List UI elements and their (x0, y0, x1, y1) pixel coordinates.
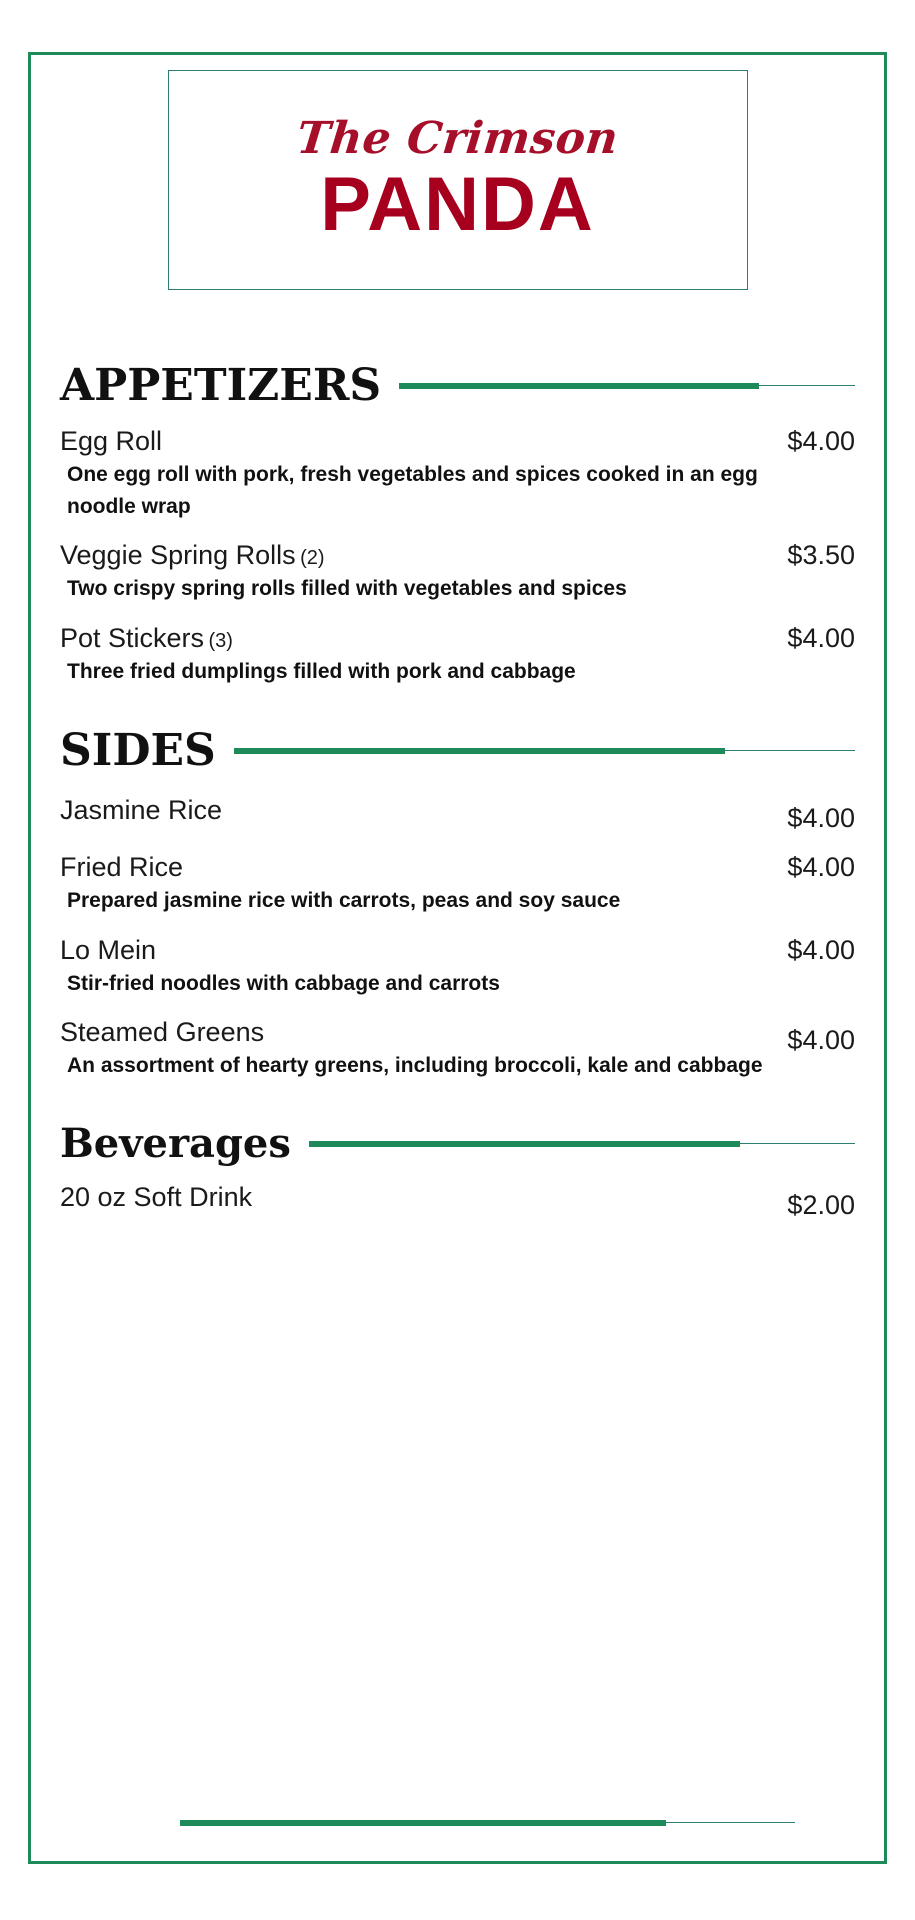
menu-item (60, 1017, 855, 1082)
menu-item (60, 852, 855, 917)
menu-item-price: $4.00 (787, 934, 855, 965)
menu-item (60, 426, 855, 522)
section-title-sides: SIDES (60, 725, 216, 776)
menu-item-price: $4.00 (787, 622, 855, 653)
rule-thick (234, 748, 725, 754)
menu-item-price: $4.00 (787, 852, 855, 882)
menu-item-name: Veggie Spring Rolls (60, 540, 296, 570)
menu-item-name: Lo Mein (60, 934, 157, 965)
menu-item-price: $3.50 (787, 540, 855, 570)
section-title-appetizers: APPETIZERS (60, 360, 382, 411)
menu-item-row (60, 426, 855, 457)
menu-item-quantity: (2) (300, 547, 325, 569)
rule-thick (180, 1820, 666, 1826)
menu-item-row (60, 623, 855, 654)
menu-item-row (60, 1181, 855, 1220)
menu-item-row (60, 795, 855, 833)
menu-item-quantity: (3) (208, 629, 233, 652)
menu-item-row (60, 935, 855, 966)
menu-item-description: Prepared jasmine rice with carrots, peas and soy sauce (67, 889, 621, 912)
menu-item-name: 20 oz Soft Drink (60, 1181, 253, 1212)
rule-thick (309, 1141, 740, 1147)
section-beverages (60, 1119, 855, 1220)
section-rule (309, 1137, 855, 1151)
menu-item-row (60, 852, 855, 883)
menu-item-name-group (60, 623, 233, 654)
menu-item-name: Egg Roll (60, 426, 163, 456)
menu-item-description: Stir-fried noodles with cabbage and carrots (67, 971, 500, 995)
menu-item-price: $4.00 (787, 1025, 855, 1055)
menu-item-name: Steamed Greens (60, 1017, 265, 1047)
menu-item-row (60, 540, 855, 571)
menu-item-name: Jasmine Rice (60, 795, 223, 825)
menu-item (60, 623, 855, 688)
menu-item-description: One egg roll with pork, fresh vegetables and spices cooked in an egg noodle wrap (67, 463, 758, 518)
section-rule (234, 744, 855, 758)
section-sides (60, 725, 855, 1082)
menu-item-price: $4.00 (787, 803, 855, 833)
menu-item-price: $4.00 (787, 426, 855, 456)
menu-item-price: $2.00 (787, 1189, 855, 1220)
menu-item-row (60, 1017, 855, 1055)
restaurant-logo (168, 70, 748, 290)
footer-rule (180, 1818, 795, 1828)
menu-item (60, 540, 855, 605)
menu-item-name: Pot Stickers (60, 622, 205, 653)
section-header (60, 725, 855, 776)
rule-thick (399, 383, 759, 389)
section-title-beverages: Beverages (60, 1119, 291, 1167)
logo-main-text: PANDA (320, 162, 595, 247)
menu-item-description: An assortment of hearty greens, including broccoli, kale and cabbage (67, 1054, 763, 1077)
section-header (60, 360, 855, 411)
section-rule (399, 379, 855, 393)
menu-item-name-group (60, 540, 325, 571)
menu-item-description: Two crispy spring rolls filled with vegetables and spices (67, 577, 627, 600)
menu-content (60, 70, 855, 1880)
menu-item-name: Fried Rice (60, 852, 184, 882)
logo-script-text: The Crimson (294, 113, 621, 164)
menu-item (60, 795, 855, 833)
menu-item (60, 935, 855, 1000)
menu-item-description: Three fried dumplings filled with pork and cabbage (67, 659, 576, 683)
menu-item (60, 1181, 855, 1220)
section-appetizers (60, 360, 855, 687)
section-header (60, 1119, 855, 1167)
